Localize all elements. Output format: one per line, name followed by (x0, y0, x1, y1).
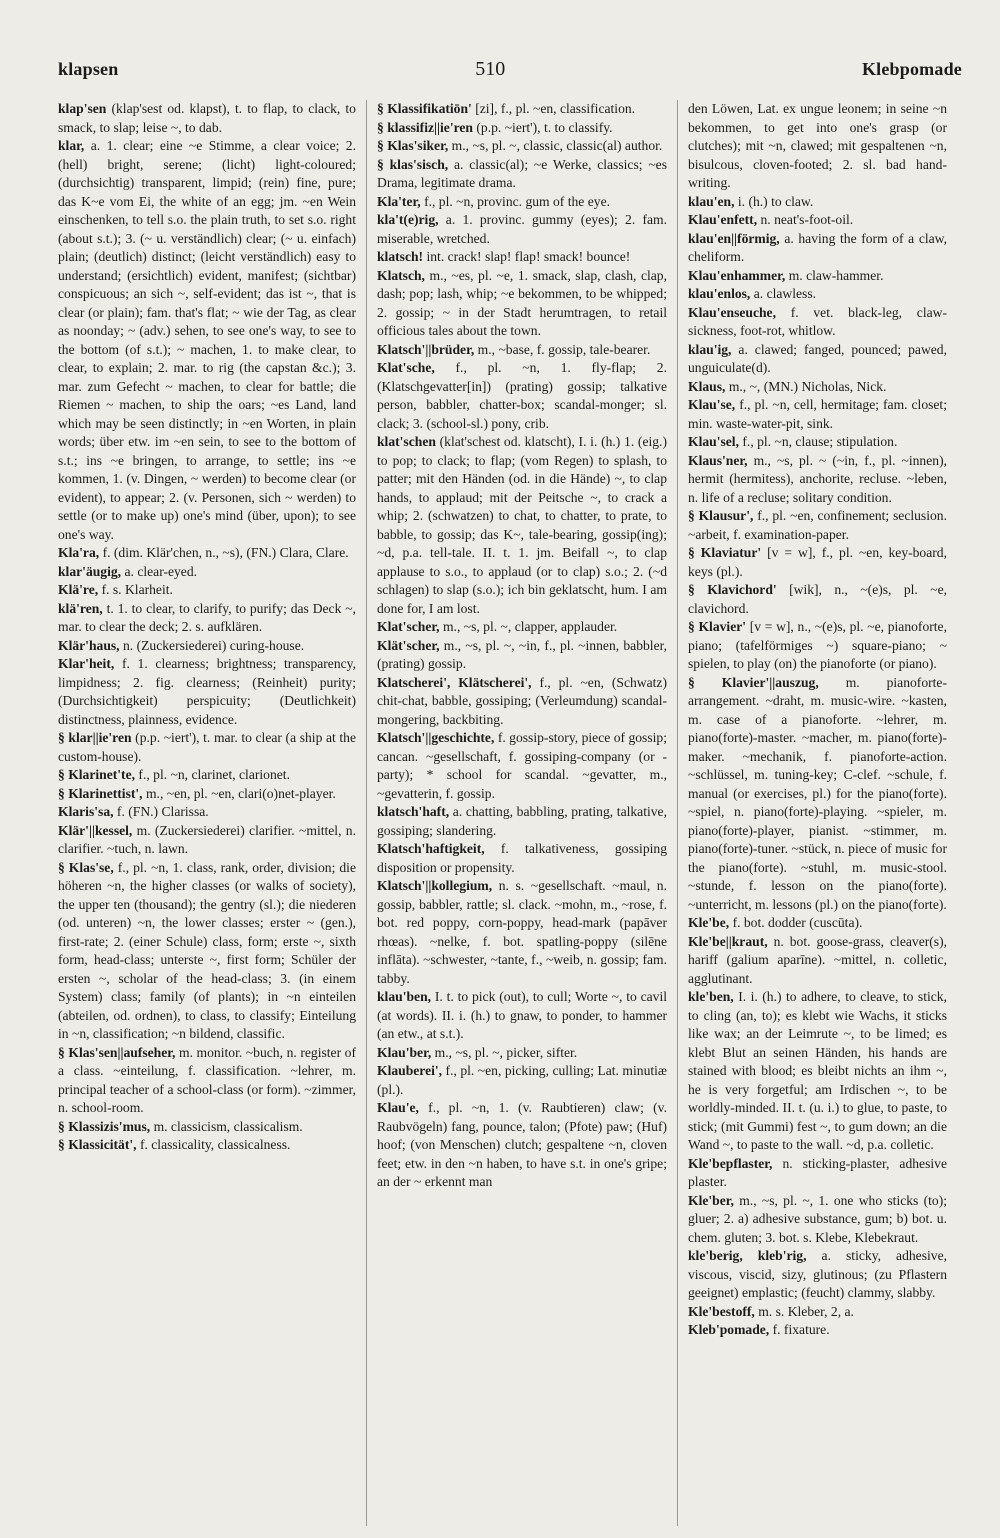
dictionary-entry (377, 877, 667, 988)
entry-definition: f., pl. ~n, 1. (v. Raubtieren) claw; (v. Raubvögeln) fang, pounce, talon; (Pfote) paw; (Huf) hoof; (von Menschen) clutch; gespaltene ~n, cloven feet; etw. in den ~n haben, to have s.t. in one's gripe; an der ~ erkennt man (377, 1100, 667, 1189)
dictionary-entry (377, 988, 667, 1044)
entry-headword: § Klas'sen||aufseher, (58, 1044, 176, 1060)
entry-headword: § klar||ie'ren (58, 730, 132, 745)
entry-headword: § klas'sisch, (377, 156, 449, 172)
entry-definition: m., ~en, pl. ~en, clari(o)net-player. (145, 785, 336, 801)
entry-definition: n. (Zuckersiederei) curing-house. (122, 637, 305, 653)
entry-headword: § Klaviatur' (688, 545, 762, 560)
dictionary-entry (688, 230, 947, 267)
dictionary-entry (377, 119, 667, 138)
entry-headword: § Klavichord' (688, 582, 777, 597)
dictionary-entry (58, 655, 356, 729)
dictionary-entry (58, 766, 356, 785)
entry-definition: (klat'schest od. klatscht), I. i. (h.) 1. (eig.) to pop; to clack; to flap; (vom Regen) to splash, to patter; mit den Händen (od. in die Hände) ~, to clap hands, to applaud; mit der Peitsche ~, to crack a whip; 2. (schwatzen) to chat, to chatter, to prate, to babble, to gossip; das K~, tale-bearing, gossip(ing); ~d, p.a. tell-tale. II. t. 1. jm. Beifall ~, to clap applause to s.o., to applaud (or to clap) s.o.; 2. (~d schlagen) to slap (s.o.); ich bin geklatscht, hum. I am done for, I am lost. (377, 434, 667, 616)
dictionary-entry (377, 137, 667, 156)
entry-headword: § Klassifikatiōn' (377, 101, 472, 116)
entry-headword: Kleb'pomade, (688, 1322, 770, 1337)
entry-headword: klat'schen (377, 434, 436, 449)
entry-definition: a. clear-eyed. (124, 563, 198, 579)
entry-definition: (p.p. ~iert'), t. to classify. (476, 119, 613, 135)
entry-headword: Klaris'sa, (58, 804, 114, 819)
entry-headword: Kla'ra, (58, 545, 100, 560)
header-right-word: Klebpomade (861, 59, 962, 79)
entry-headword: Klatsch'haftigkeit, (377, 841, 485, 856)
column-3 (677, 100, 957, 1526)
dictionary-entry (377, 267, 667, 341)
entry-definition: a. classic(al); ~e Werke, classics; ~es Drama, legitimate drama. (377, 156, 668, 190)
entry-headword: Klät'scher, (377, 637, 440, 653)
entry-headword: Klau'sel, (688, 434, 739, 449)
entry-headword: klar, (58, 138, 85, 153)
entry-headword: § klassifiz||ie'ren (377, 119, 473, 135)
entry-headword: kle'ben, (688, 989, 734, 1004)
dictionary-entry (377, 618, 667, 637)
dictionary-entry (377, 211, 667, 248)
entry-definition: f. s. Klarheit. (101, 582, 173, 597)
entry-headword: Klär'||kessel, (58, 822, 133, 838)
dictionary-entry (688, 433, 947, 452)
entry-definition: n. neat's-foot-oil. (760, 212, 854, 227)
entry-headword: Kle'bestoff, (688, 1303, 755, 1319)
entry-headword: § Klavier' (688, 619, 747, 634)
dictionary-entry (688, 304, 947, 341)
entry-definition: (klap'sest od. klapst), t. to flap, to clack, to smack, to slap; leise ~, to dab. (58, 101, 356, 135)
entry-definition: n. bot. goose-grass, cleaver(s), hariff (galium aparīne). ~mittel, n. colletic, agglutinant. (688, 933, 947, 986)
entry-headword: kle'berig, kleb'rig, (688, 1248, 807, 1263)
entry-headword: § Klavier'||auszug, (688, 674, 819, 690)
entry-definition: f. bot. dodder (cuscūta). (732, 915, 863, 930)
dictionary-entry (58, 100, 356, 137)
entry-headword: klar'äugig, (58, 563, 122, 579)
entry-headword: § Klassizis'mus, (58, 1118, 151, 1134)
dictionary-entry (688, 396, 947, 433)
entry-headword: § Klarinet'te, (58, 767, 136, 782)
entry-definition: f. (FN.) Clarissa. (116, 804, 209, 819)
entry-definition: [wik], n., ~(e)s, pl. ~e, clavichord. (688, 582, 948, 616)
dictionary-entry (688, 378, 947, 397)
dictionary-entry (688, 507, 947, 544)
entry-definition: n. s. ~gesellschaft. ~maul, n. gossip, babbler, rattle; sl. clack. ~mohn, m., ~rose, f. bot. red poppy, corn-poppy, head-mark (papāver rhœas). ~nelke, f. bot. spatling-poppy (silēne inflāta). ~schwester, ~tante, f., ~weib, n. gossip; fam. tabby. (377, 878, 667, 986)
dictionary-entry (688, 267, 947, 286)
entry-headword: Klau'enfett, (688, 212, 758, 227)
dictionary-entry (58, 822, 356, 859)
dictionary-entry (377, 1044, 667, 1063)
entry-definition: m., ~s, pl. ~, classic, classic(al) author. (451, 138, 663, 153)
dictionary-entry (688, 544, 947, 581)
column-2 (366, 100, 677, 1526)
entry-headword: Klat'sche, (377, 360, 435, 375)
entry-definition: f., pl. ~n, clarinet, clarionet. (138, 767, 290, 782)
dictionary-entry (58, 1118, 356, 1137)
entry-headword: klau'ben, (377, 989, 432, 1004)
entry-headword: Kle'ber, (688, 1192, 734, 1208)
dictionary-entry (377, 1062, 667, 1099)
dictionary-entry (688, 100, 947, 193)
dictionary-entry (377, 156, 667, 193)
entry-definition: a. 1. provinc. gummy (eyes); 2. fam. miserable, wretched. (377, 212, 667, 246)
entry-headword: Kle'be||kraut, (688, 933, 768, 949)
entry-definition: a. clawed; fanged, pounced; pawed, unguiculate(d). (688, 341, 947, 375)
entry-definition: m., ~s, pl. ~ (~in, f., pl. ~innen), hermit (hermitess), anchorite, recluse. ~leben, n. life of a recluse; solitary condition. (688, 452, 947, 505)
entry-headword: Klatsch'||geschichte, (377, 730, 495, 745)
entry-headword: § Klarinettist', (58, 785, 143, 801)
entry-definition: [v = w], f., pl. ~en, key-board, keys (pl.). (688, 545, 947, 579)
entry-headword: Kla'ter, (377, 193, 421, 209)
dictionary-entry (688, 452, 947, 508)
entry-definition: f. 1. clearness; brightness; transparency, limpidness; 2. fig. clearness; (Reinheit) purity; (Durchsichtigkeit) perspicuity; (Deutlichkeit) distinctness, plainness, evidence. (58, 656, 356, 727)
column-1 (58, 100, 366, 1526)
entry-definition: i. (h.) to claw. (737, 193, 814, 209)
entry-definition: a. chatting, babbling, prating, talkative, gossiping; slandering. (377, 804, 667, 838)
text-columns (58, 100, 964, 1526)
dictionary-entry (688, 1155, 947, 1192)
dictionary-entry (58, 1044, 356, 1118)
entry-headword: Klär'haus, (58, 637, 120, 653)
dictionary-entry (58, 1136, 356, 1155)
dictionary-entry (688, 341, 947, 378)
entry-headword: Klau'e, (377, 1100, 419, 1115)
dictionary-entry (58, 563, 356, 582)
dictionary-entry (377, 193, 667, 212)
dictionary-entry (688, 581, 947, 618)
entry-definition: m., ~s, pl. ~, 1. one who sticks (to); gluer; 2. a) adhesive substance, gum; b) bot. u. chem. gluten; 3. bot. s. Klebe, Klebekraut. (688, 1192, 947, 1245)
entry-definition: m., ~s, pl. ~, picker, sifter. (434, 1044, 578, 1060)
entry-headword: Kle'bepflaster, (688, 1155, 773, 1171)
entry-definition: a. clawless. (753, 286, 817, 301)
dictionary-entry (377, 637, 667, 674)
entry-headword: klä'ren, (58, 600, 103, 616)
dictionary-entry (377, 674, 667, 730)
dictionary-entry (58, 859, 356, 1044)
dictionary-entry (688, 674, 947, 915)
entry-headword: Klaus, (688, 378, 726, 394)
entry-headword: Klaus'ner, (688, 452, 748, 468)
dictionary-entry (58, 137, 356, 544)
entry-definition: (p.p. ~iert'), t. mar. to clear (a ship at the custom-house). (58, 730, 357, 764)
entry-definition: a. sticky, adhesive, viscous, viscid, sizy, glutinous; (zu Pflastern geeignet) emplastic; (feucht) clammy, slabby. (688, 1248, 947, 1300)
entry-definition: m. (Zuckersiederei) clarifier. ~mittel, n. clarifier. ~tuch, n. lawn. (58, 822, 356, 856)
header-left-word: klapsen (58, 59, 119, 79)
entry-definition: m., ~s, pl. ~, ~in, f., pl. ~innen, babbler, (prating) gossip. (377, 637, 667, 671)
dictionary-entry (688, 988, 947, 1155)
page-number: 510 (475, 58, 506, 80)
entry-headword: Klau'ber, (377, 1044, 432, 1060)
entry-definition: m., ~base, f. gossip, tale-bearer. (477, 341, 651, 357)
entry-definition: t. 1. to clear, to clarify, to purify; das Deck ~, mar. to clear the deck; 2. s. aufklären. (58, 600, 356, 634)
entry-definition: m. classicism, classicalism. (153, 1118, 303, 1134)
entry-definition: f. gossip-story, piece of gossip; cancan. ~gesellschaft, f. gossiping-company (or -party); * school for scandal. ~gevatter, m., ~gevatterin, f. gossip. (377, 730, 667, 801)
dictionary-entry (377, 803, 667, 840)
entry-definition: [zi], f., pl. ~en, classification. (475, 101, 636, 116)
entry-headword: klau'en||förmig, (688, 230, 780, 246)
entry-headword: Klau'enhammer, (688, 267, 786, 283)
dictionary-entry (688, 1303, 947, 1322)
dictionary-entry (377, 840, 667, 877)
entry-definition: f. fixature. (772, 1322, 830, 1337)
entry-definition: a. having the form of a claw, cheliform. (688, 230, 948, 264)
entry-definition: I. i. (h.) to adhere, to cleave, to stick, to cling (an, to); es klebt wie Wachs, it sticks like wax; an der Leimrute ~, to be limed; es klebt Blut an seinen Händen, his hands are stained with blood; es bleibt nichts an ihm ~, he is very forgetful; am Irdischen ~, to be worldly-minded. II. t. (u. i.) to glue, to paste, to stick; (mit Gummi) fest ~, to gum down; an die Wand ~, to paste to the wall. ~d, p.a. colletic. (688, 989, 947, 1152)
dictionary-entry (377, 248, 667, 267)
entry-definition: m. pianoforte-arrangement. ~draht, m. music-wire. ~kasten, m. case of a pianoforte. ~lehrer, m. piano(forte)-master. ~macher, m. piano(forte)-maker. ~mechanik, f. pianoforte-action. ~schlüssel, m. tuning-key; C-clef. ~schule, f. manual (or exercises, pl.) for the piano(forte). ~spiel, n. piano(forte)-playing. ~spieler, m. piano(forte)-player, pianist. ~stimmer, m. piano(forte)-tuner. ~stück, n. piece of music for the piano(forte). ~stuhl, m. music-stool. ~stunde, f. lesson on the piano(forte). ~unterricht, m. lessons (pl.) on the piano(forte). (688, 674, 947, 912)
dictionary-entry (377, 433, 667, 618)
running-header (58, 58, 962, 94)
dictionary-entry (688, 1247, 947, 1303)
entry-headword: Klauberei', (377, 1063, 443, 1078)
dictionary-entry (58, 637, 356, 656)
entry-headword: Klatsch'||kollegium, (377, 878, 493, 893)
entry-headword: Klau'se, (688, 397, 736, 412)
entry-definition: den Löwen, Lat. ex ungue leonem; in seine ~n bekommen, to get into one's grasp (or clutches); mit ~n, clawed; mit gespaltenen ~n, bisulcous, cloven-footed; 2. sl. bad hand-writing. (688, 101, 947, 190)
entry-definition: f., pl. ~n, 1. fly-flap; 2. (Klatschgevatter[in]) (prating) gossip; talkative person, babbler, chatter-box; scandal-monger; sl. clack; 3. (school-sl.) pony, crib. (377, 360, 667, 431)
dictionary-entry (688, 1192, 947, 1248)
entry-definition: f. classicality, classicalness. (139, 1137, 291, 1152)
dictionary-entry (58, 803, 356, 822)
entry-definition: f., pl. ~en, picking, culling; Lat. minutiæ (pl.). (377, 1063, 667, 1097)
entry-headword: kla't(e)rig, (377, 212, 439, 227)
entry-headword: § Klas'se, (58, 859, 114, 875)
entry-headword: klau'en, (688, 193, 735, 209)
entry-definition: f. talkativeness, gossiping disposition or propensity. (377, 841, 668, 875)
entry-definition: f., pl. ~n, clause; stipulation. (742, 434, 898, 449)
entry-headword: Klatsch'||brüder, (377, 341, 475, 357)
entry-headword: Klau'enseuche, (688, 304, 776, 320)
entry-headword: klau'enlos, (688, 286, 751, 301)
entry-headword: Klar'heit, (58, 656, 115, 671)
entry-headword: § Klas'siker, (377, 138, 449, 153)
dictionary-entry (58, 785, 356, 804)
entry-headword: klau'ig, (688, 341, 732, 357)
entry-definition: f., pl. ~n, 1. class, rank, order, division; die höheren ~n, the higher classes (or walks of society), the upper ten (thousand); the gentry (sl.); die niederen (od. unteren) ~n, the lower classes; erster ~ (gen.), first-rate; 2. (einer Schule) class, form; erste ~, sixth form, head-class; unterste ~, first form; Schüler der ersten ~, scholar of the head-class; 3. (in einem System) class; family (of plants); in ~n einteilen (abteilen, od. ordnen), to class, to classify; Einteilung in ~n, classification; ~n bildend, classific. (58, 859, 356, 1041)
entry-definition: a. 1. clear; eine ~e Stimme, a clear voice; 2. (hell) bright, serene; (licht) light-coloured; (durchsichtig) transparent, limpid; (rein) fine, pure; das K~e vom Ei, the white of an egg; jm. ~en Wein einschenken, to tell s.o. the plain truth, to set s.o. right (about s.t.); 3. (~ u. verständlich) clear; (~ u. einfach) plain; (deutlich) distinct; (leicht verständlich) easy to understand; (ersichtlich) evident, manifest; (sichtbar) conspicuous; an sich ~, self-evident; das ist ~, that is clear (or plain); fam. that's flat; ~ wie der Tag, as clear as noonday; ~ (adv.) sehen, to see one's way, to see to the bottom (of s.t.); ~ machen, 1. to make clear, to clear, to explain; 2. mar. to rig (the capstan &c.); 3. mar. zum Gefecht ~ machen, to clear for battle; die Riemen ~ machen, to ship the oars; ~es Land, land which may be seen distinctly; in ~en Worten, in plain words; über etw. im ~en sein, to see to the bottom of s.t.; ins ~e bringen, to arrange, to settle; ins ~e kommen, 1. (v. Dingen, ~ werden) to become clear (or evident), to appear; 2. (v. Personen, sich ~ werden) to settle (or to make up) one's mind (über, upon); to see one's way. (58, 138, 356, 542)
dictionary-entry (377, 100, 667, 119)
entry-definition: f., pl. ~en, confinement; seclusion. ~arbeit, f. examination-paper. (688, 508, 947, 542)
dictionary-entry (58, 544, 356, 563)
dictionary-entry (688, 933, 947, 989)
entry-definition: I. t. to pick (out), to cull; Worte ~, to cavil (at words). II. i. (h.) to gnaw, to ponder, to hammer (an etw., at s.t.). (377, 989, 668, 1041)
entry-headword: § Klausur', (688, 508, 754, 523)
entry-definition: m., ~, (MN.) Nicholas, Nick. (728, 378, 887, 394)
dictionary-entry (688, 285, 947, 304)
entry-definition: int. crack! slap! flap! smack! bounce! (426, 249, 631, 264)
dictionary-entry (377, 359, 667, 433)
entry-definition: m. s. Kleber, 2, a. (758, 1303, 854, 1319)
entry-headword: Klatsch, (377, 267, 425, 283)
entry-headword: klap'sen (58, 101, 107, 116)
dictionary-entry (58, 729, 356, 766)
dictionary-entry (688, 193, 947, 212)
entry-definition: f., pl. ~n, provinc. gum of the eye. (424, 193, 610, 209)
entry-definition: f., pl. ~n, cell, hermitage; fam. closet; min. waste-water-pit, sink. (688, 397, 947, 431)
dictionary-entry (377, 341, 667, 360)
entry-definition: m. monitor. ~buch, n. register of a class. ~einteilung, f. classification. ~lehrer, m. principal teacher of a school-class (or form). ~zimmer, n. school-room. (58, 1044, 356, 1115)
dictionary-entry (688, 211, 947, 230)
entry-headword: Kle'be, (688, 915, 730, 930)
dictionary-entry (688, 618, 947, 674)
entry-definition: m., ~s, pl. ~, clapper, applauder. (442, 619, 618, 634)
dictionary-entry (688, 914, 947, 933)
entry-headword: Klat'scher, (377, 619, 440, 634)
entry-definition: n. sticking-plaster, adhesive plaster. (688, 1155, 947, 1189)
dictionary-entry (58, 581, 356, 600)
entry-definition: f. (dim. Klär'chen, n., ~s), (FN.) Clara, Clare. (102, 545, 349, 560)
dictionary-entry (377, 729, 667, 803)
dictionary-entry (688, 1321, 947, 1340)
entry-definition: [v = w], n., ~(e)s, pl. ~e, pianoforte, piano; (tafelförmiges ~) square-piano; ~ spielen, to play (on) the pianoforte (or piano). (688, 619, 947, 671)
entry-definition: f., pl. ~en, (Schwatz) chit-chat, babble, gossiping; (Verleumdung) scandal-mongering, backbiting. (377, 674, 667, 727)
entry-definition: m. claw-hammer. (788, 267, 884, 283)
entry-headword: klatsch'haft, (377, 804, 450, 819)
entry-headword: Klä're, (58, 582, 99, 597)
dictionary-entry (58, 600, 356, 637)
entry-headword: § Klassicität', (58, 1137, 137, 1152)
entry-headword: klatsch! (377, 249, 424, 264)
dictionary-entry (377, 1099, 667, 1192)
entry-definition: f. vet. black-leg, claw-sickness, foot-rot, whitlow. (688, 304, 947, 338)
entry-definition: m., ~es, pl. ~e, 1. smack, slap, clash, clap, dash; pop; lash, whip; ~e bekommen, to be whipped; 2. gossip; ~ in der Stadt herumtragen, to retail officious tales about the town. (377, 267, 667, 338)
entry-headword: Klatscherei', Klätscherei', (377, 674, 532, 690)
